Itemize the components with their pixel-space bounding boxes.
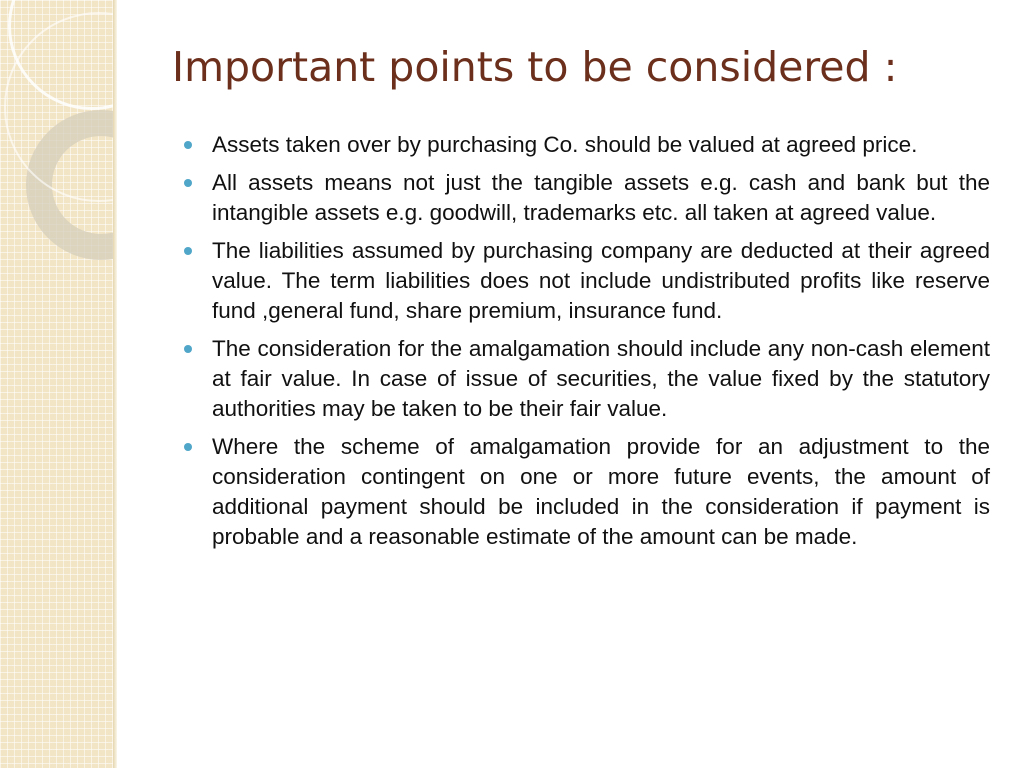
bullet-dot-icon: [184, 179, 192, 187]
bullet-item: [212, 432, 990, 552]
bullet-text: All assets means not just the tangible assets e.g. cash and bank but the intangible assets e.g. goodwill, trademarks etc. all taken at agreed value.: [212, 170, 990, 225]
bullet-text: Where the scheme of amalgamation provide for an adjustment to the consideration contingent on one or more future events, the amount of additional payment should be included in the consideration if payment is probable and a reasonable estimate of the amount can be made.: [212, 434, 990, 549]
bullet-text: The liabilities assumed by purchasing company are deducted at their agreed value. The term liabilities does not include undistributed profits like reserve fund ,general fund, share premium, insurance fund.: [212, 238, 990, 323]
bullet-item: [212, 236, 990, 326]
bullet-list: [212, 130, 990, 560]
bullet-item: [212, 334, 990, 424]
bullet-text: The consideration for the amalgamation should include any non-cash element at fair value. In case of issue of securities, the value fixed by the statutory authorities may be taken to be their fair value.: [212, 336, 990, 421]
bullet-text: Assets taken over by purchasing Co. should be valued at agreed price.: [212, 132, 918, 157]
side-strip-edge: [113, 0, 117, 768]
decorative-side-strip: [0, 0, 113, 768]
bullet-item: [212, 168, 990, 228]
bullet-dot-icon: [184, 247, 192, 255]
bullet-dot-icon: [184, 345, 192, 353]
slide-title: Important points to be considered :: [172, 43, 898, 91]
bullet-item: [212, 130, 990, 160]
bullet-dot-icon: [184, 443, 192, 451]
bullet-dot-icon: [184, 141, 192, 149]
